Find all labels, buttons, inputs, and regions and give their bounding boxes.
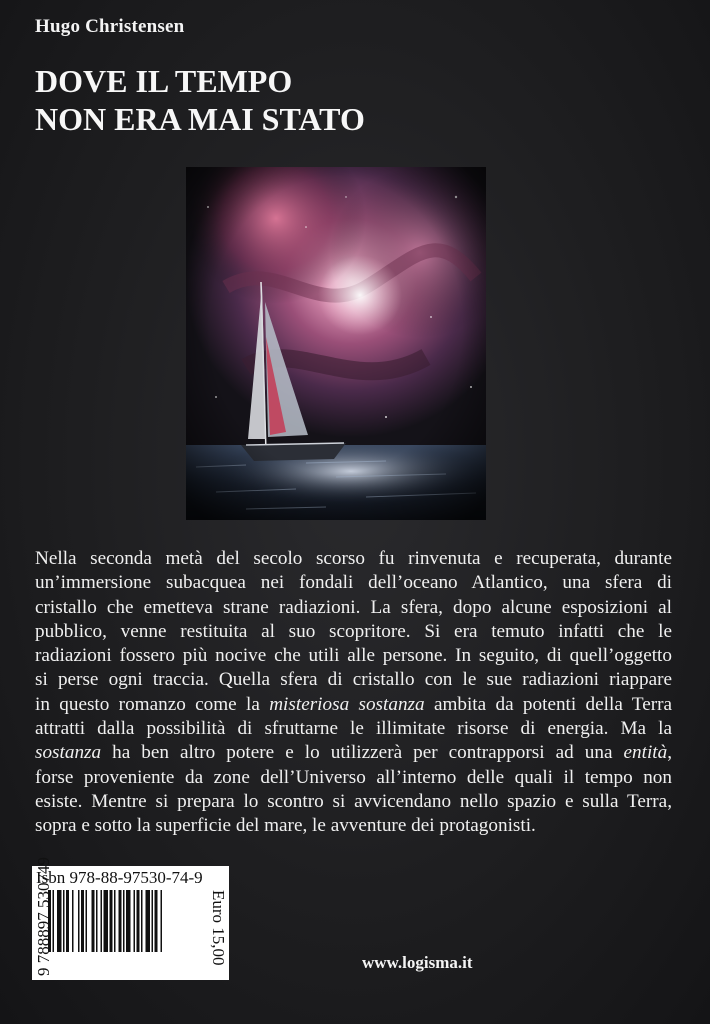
barcode-bar <box>57 890 62 952</box>
barcode-bar <box>110 890 113 952</box>
blurb-line: cristallo che emetteva strane radiazioni. La sfera, dopo alcune esposizioni al <box>35 596 672 618</box>
blurb-line: pubblico, venne restituita al suo scopritore. Si era temuto infatti che le <box>35 620 672 642</box>
barcode-bar <box>137 890 140 952</box>
barcode-bar <box>161 890 163 952</box>
barcode-bar <box>72 890 74 952</box>
blurb-line: radiazioni fossero più nocive che utili alle persone. In seguito, di quell’oggetto <box>35 645 672 667</box>
barcode-label <box>32 857 229 980</box>
barcode-bar <box>152 890 154 952</box>
blurb-line <box>35 741 672 765</box>
blurb-emphasis: sostanza <box>35 742 102 764</box>
blurb-line: esiste. Mentre si prepara lo scontro si avvicendano nello spazio e sulla Terra, <box>35 790 672 812</box>
barcode-bar <box>146 890 151 952</box>
price-label: Euro 15,00 <box>209 890 228 966</box>
publisher-website[interactable]: www.logisma.it <box>362 953 473 972</box>
barcode-bar <box>81 890 84 952</box>
ean-digits: 9 788897 530749 <box>34 857 53 976</box>
barcode-bar <box>66 890 69 952</box>
barcode-bar <box>123 890 125 952</box>
blurb-line <box>35 693 672 717</box>
title-line-2: NON ERA MAI STATO <box>35 101 365 137</box>
blurb-line: forse proveniente da zone dell’Universo all’interno delle quali il tempo non <box>35 766 672 788</box>
barcode-bar <box>126 890 131 952</box>
blurb-emphasis: misteriosa sostanza <box>269 693 425 715</box>
blurb-line: sopra e sotto la superficie del mare, le avventure dei protagonisti. <box>35 815 536 837</box>
blurb-line: un’immersione subacquea nei fondali dell’oceano Atlantico, una sfera di <box>35 572 672 594</box>
isbn-number: Isbn 978-88-97530-74-9 <box>36 868 203 887</box>
barcode-bar <box>155 890 158 952</box>
book-title <box>35 62 635 138</box>
barcode-bar <box>78 890 80 952</box>
sailboat-nebula-image <box>186 167 486 520</box>
blurb-line: si perse ogni traccia. Quella sfera di cristallo con le sue radiazioni riappare <box>35 669 672 691</box>
blurb-line: attratti dalla possibilità di sfruttarne le illimitate risorse di energia. Ma la <box>35 718 672 740</box>
blurb-text: ha ben altro potere e lo utilizzerà per contrapporsi ad una <box>101 742 624 764</box>
barcode-bar <box>86 890 88 952</box>
barcode-bar <box>114 890 116 952</box>
barcode-bar <box>141 890 143 952</box>
barcode-bar <box>92 890 95 952</box>
cover-illustration <box>186 167 486 520</box>
blurb-text: ambita da potenti della Terra <box>424 693 673 715</box>
title-line-1: DOVE IL TEMPO <box>35 63 293 99</box>
price-container <box>210 890 228 976</box>
barcode-bar <box>101 890 103 952</box>
barcode-bar <box>63 890 65 952</box>
book-description <box>35 547 672 839</box>
barcode-bars <box>40 890 206 952</box>
author-name: Hugo Christensen <box>35 16 185 37</box>
barcode-bar <box>119 890 122 952</box>
blurb-text: , <box>667 742 672 764</box>
barcode-bar <box>104 890 109 952</box>
blurb-emphasis: entità <box>623 742 668 764</box>
blurb-text: in questo romanzo come la <box>35 693 270 715</box>
blurb-line: Nella seconda metà del secolo scorso fu rinvenuta e recuperata, durante <box>35 548 672 569</box>
barcode-bar <box>96 890 98 952</box>
barcode-bar <box>134 890 136 952</box>
